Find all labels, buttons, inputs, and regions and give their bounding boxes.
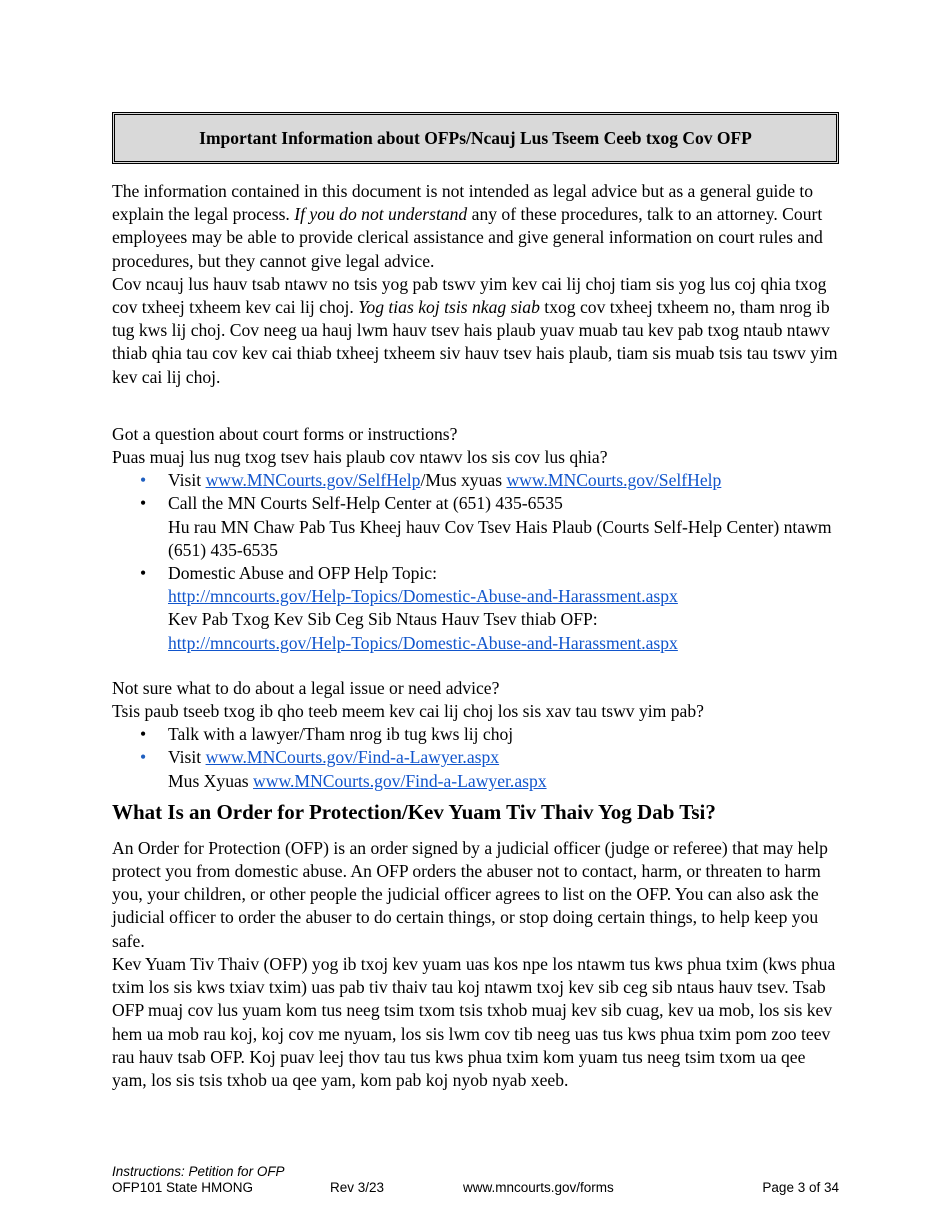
advice-question-hmong: Tsis paub tseeb txog ib qho teeb meem kev cai lij choj los sis xav tau tswv yim pab?: [112, 701, 704, 722]
footer-form-id: OFP101 State HMONG: [112, 1180, 254, 1195]
call-center-text: Call the MN Courts Self-Help Center at (651) 435-6535: [168, 493, 563, 514]
ofp-paragraph-english: An Order for Protection (OFP) is an order signed by a judicial officer (judge or referee) that may help protect you from domestic abuse. An OFP orders the abuser not to contact, harm, or threaten to harm you, your children, or other people the judicial officer agrees to list on the OFP. You can also ask the judicial officer to order the abuser to do certain things, or stop doing certain things, to help keep you safe.: [112, 837, 828, 951]
forms-question-hmong: Puas muaj lus nug txog tsev hais plaub cov ntawv los sis cov lus qhia?: [112, 447, 608, 468]
document-page: [112, 112, 839, 1092]
banner-title: Important Information about OFPs/Ncauj Lus Tseem Ceeb txog Cov OFP: [199, 127, 752, 148]
intro-en-italic: If you do not understand: [294, 204, 468, 225]
intro-hm-text-a: Cov ncauj lus hauv tsab ntawv no tsis yog pab tswv yim kev cai lij choj tiam sis yog lus coj qhia txog cov txheej txheem kev cai lij choj.: [112, 273, 827, 318]
call-center-text-hmong: Hu rau MN Chaw Pab Tus Kheej hauv Cov Tsev Hais Plaub (Courts Self-Help Center) ntawm (651) 435-6535: [168, 516, 832, 560]
list-item-talk-lawyer: [140, 723, 839, 746]
list-item-find-lawyer: [140, 746, 839, 792]
info-banner: [112, 112, 839, 164]
ofp-section-heading: What Is an Order for Protection/Kev Yuam Tiv Thaiv Yog Dab Tsi?: [112, 799, 716, 824]
forms-help-list: [112, 469, 839, 655]
advice-question-english: Not sure what to do about a legal issue or need advice?: [112, 677, 500, 698]
bullet-icon: •: [140, 470, 147, 491]
bullet-icon: •: [140, 493, 147, 514]
mus-xyuas-label: Mus Xyuas: [168, 770, 254, 791]
footer-meta-row: [112, 1180, 839, 1196]
help-topic-link-hmong[interactable]: http://mncourts.gov/Help-Topics/Domestic-Abuse-and-Harassment.aspx: [168, 632, 678, 653]
intro-paragraph-english: [112, 180, 839, 273]
intro-en-text-b: any of these procedures, talk to an attorney. Court employees may be able to provide clerical assistance and give general information on court rules and procedures, but they cannot give legal advice.: [112, 204, 823, 271]
intro-hm-text-b: txog cov txheej txheem no, tham nrog ib tug kws lij choj. Cov neeg ua hauj lwm hauv tsev hais plaub yuav muab tau kev pab txog ntaub ntawv thiab qhia tau cov kev cai thiab txheej txheem siv hauv tsev hais plaub, tiam sis muab tsis tau tswv yim kev cai lij choj.: [112, 297, 838, 387]
help-topic-label: Domestic Abuse and OFP Help Topic:: [168, 563, 438, 584]
intro-paragraph-hmong: [112, 273, 839, 389]
mus-xyuas-label: /Mus xyuas: [420, 470, 507, 491]
selfhelp-link-hmong[interactable]: www.MNCourts.gov/SelfHelp: [506, 470, 722, 491]
selfhelp-link[interactable]: www.MNCourts.gov/SelfHelp: [205, 470, 421, 491]
intro-hm-italic: Yog tias koj tsis nkag siab: [358, 297, 540, 318]
page-footer: [112, 1164, 839, 1196]
find-lawyer-link-hmong[interactable]: www.MNCourts.gov/Find-a-Lawyer.aspx: [253, 770, 547, 791]
help-topic-label-hmong: Kev Pab Txog Kev Sib Ceg Sib Ntaus Hauv Tsev thiab OFP:: [168, 609, 598, 630]
visit-label: Visit: [168, 470, 206, 491]
visit-label: Visit: [168, 747, 206, 768]
footer-instructions: Instructions: Petition for OFP: [112, 1164, 285, 1179]
list-item-help-topic: [140, 562, 839, 655]
list-item-call-center: [140, 492, 839, 562]
bullet-icon: •: [140, 563, 147, 584]
intro-en-text-a: The information contained in this document is not intended as legal advice but as a general guide to explain the legal process.: [112, 181, 814, 225]
footer-url: www.mncourts.gov/forms: [463, 1180, 614, 1195]
footer-page-number: Page 3 of 34: [762, 1180, 839, 1195]
talk-lawyer-text: Talk with a lawyer/Tham nrog ib tug kws lij choj: [168, 724, 514, 745]
find-lawyer-link[interactable]: www.MNCourts.gov/Find-a-Lawyer.aspx: [205, 747, 500, 768]
forms-question-english: Got a question about court forms or instructions?: [112, 423, 458, 444]
list-item-visit-selfhelp: [140, 469, 839, 492]
bullet-icon: •: [140, 747, 147, 768]
footer-revision: Rev 3/23: [330, 1180, 385, 1195]
help-topic-link[interactable]: http://mncourts.gov/Help-Topics/Domestic-Abuse-and-Harassment.aspx: [168, 586, 678, 607]
bullet-icon: •: [140, 724, 147, 745]
ofp-paragraph-hmong: Kev Yuam Tiv Thaiv (OFP) yog ib txoj kev yuam uas kos npe los ntawm tus kws phua txim (kws phua txim los sis kws txiav txim) uas pab tiv thaiv tau koj ntawm txoj kev sib ceg sib ntaus hauv tsev. Tsab OFP muaj cov lus yuam kom tus neeg tsim txom tsis txhob muaj kev sib cuag, kev ua mob, los sis kev hem ua mob rau koj, koj cov me nyuam, los sis lwm cov tib neeg uas tus kws phua txim pom zoo teev rau hauv tsab OFP. Koj puav leej thov tau tus kws phua txim kom yuam tus neeg tsim txom ua qee yam, los sis tsis txhob ua qee yam, kom pab koj nyob nyab xeeb.: [112, 953, 836, 1090]
advice-list: [112, 723, 839, 793]
